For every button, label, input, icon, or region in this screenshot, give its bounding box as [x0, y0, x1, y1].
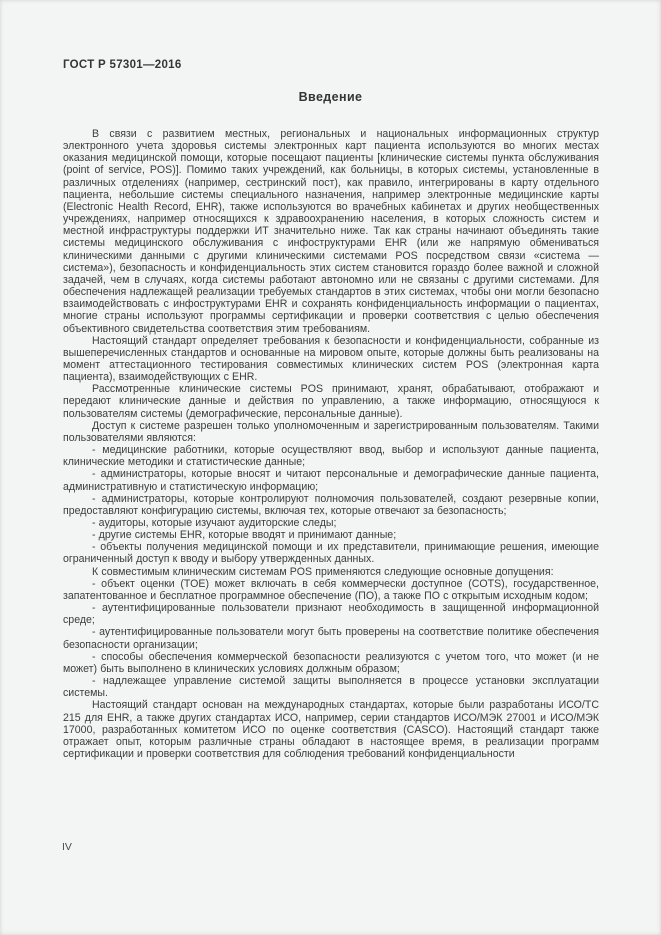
body-paragraphs	[63, 128, 599, 760]
paragraph: - объекты получения медицинской помощи и их представители, принимающие решения, имеющие ограниченный доступ к вводу и выбору утвержденных данных.	[63, 541, 599, 566]
paragraph: - медицинские работники, которые осуществляют ввод, выбор и используют данные пациента, клинические методики и статистические данные;	[63, 444, 599, 469]
paragraph: - другие системы EHR, которые вводят и принимают данные;	[92, 529, 397, 542]
paragraph: - аутентифицированные пользователи признают необходимость в защищенной информационной среде;	[63, 602, 599, 627]
paragraph: - администраторы, которые вносят и читают персональные и демографические данные пациента, административную и статистическую информацию;	[63, 468, 599, 493]
paragraph: - аутентифицированные пользователи могут быть проверены на соответствие политике обеспечения безопасности организации;	[63, 626, 599, 651]
paragraph: Настоящий стандарт определяет требования к безопасности и конфиденциальности, собранные из вышеперечисленных стандартов и основанные на мировом опыте, которые должны быть реализованы на момент аттестационного тестирования совместимых клинических систем POS (электронная карта пациента), взаимодействующих с EHR.	[63, 334, 599, 384]
paragraph: - аудиторы, которые изучают аудиторские следы;	[92, 517, 337, 529]
paragraph: - объект оценки (TOE) может включать в себя коммерчески доступное (COTS), государственное, запатентованное и бесплатное программное обеспечение (ПО), а также ПО с открытым исходным кодом;	[63, 577, 599, 602]
paragraph: - способы обеспечения коммерческой безопасности реализуются с учетом того, что может (и не может) быть выполнено в клинических условиях должным образом;	[63, 650, 599, 675]
paragraph: Рассмотренные клинические системы POS принимают, хранят, обрабатывают, отображают и передают клинические данные и действия по управлению, а также информацию, относящуюся к пользователям системы (демографические, персональные данные).	[63, 383, 599, 420]
paragraph: Настоящий стандарт основан на международных стандартах, которые были разработаны ИСО/ТС 215 для EHR, а также других стандартах ИСО, например, серии стандартов ИСО/МЭК 27001 и ИСО/МЭК 17000, разработанных комитетом ИСО по оценке соответствия (CASCO). Настоящий стандарт также отражает опыт, которым различные страны обладают в настоящее время, в реализации программ сертификации и проверки соответствия для соблюдения требований конфиденциальности	[63, 699, 599, 760]
paragraph: - надлежащее управление системой защиты выполняется в процессе установки эксплуатации системы.	[63, 675, 599, 700]
page-title: Введение	[298, 90, 363, 104]
paragraph: Доступ к системе разрешен только уполномоченным и зарегистрированным пользователям. Такими пользователями являются:	[63, 419, 599, 444]
paragraph: К совместимым клиническим системам POS применяются следующие основные допущения:	[92, 565, 554, 578]
paragraph: - администраторы, которые контролируют полномочия пользователей, создают резервные копии, предоставляют конфигурацию системы, включая тех, которые отвечают за безопасность;	[63, 492, 599, 517]
paragraph: В связи с развитием местных, региональных и национальных информационных структур электронного учета здоровья системы электронных карт пациента используются во многих местах оказания медицинской помощи, которые посещают пациенты [клинические системы пункта обслуживания (point of service, POS)]. Помимо таких учреждений, как больницы, в которых системы, установленные в различных отделениях (например, сестринский пост), как правило, интегрированы в карту отдельного пациента, небольшие системы специального назначения, например электронные медицинские карты (Electronic Health Record, EHR), также используются во врачебных кабинетах и других необщественных учреждениях, например относящихся к здравоохранению населения, в которых сложность систем и местной инфраструктуры поддержки ИТ значительно ниже. Так как страны начинают объединять такие системы медицинского обслуживания с инфоструктурами EHR (или же напрямую обмениваться клиническими данными с другими клиническими системами POS посредством связи «система — система»), безопасность и конфиденциальность этих систем становится гораздо более важной и сложной задачей, чем в случаях, когда системы работают автономно или не связаны с другими системами. Для обеспечения надлежащей реализации требуемых стандартов в этих системах, чтобы они могли безопасно взаимодействовать с инфоструктурами EHR и сохранять конфиденциальность информации о пациентах, многие страны используют программы сертификации и проверки соответствия с целью обеспечения объективного свидетельства соответствия этим требованиям.	[63, 128, 599, 335]
doc-number-header: ГОСТ Р 57301—2016	[63, 59, 182, 71]
page-number: IV	[62, 841, 72, 853]
